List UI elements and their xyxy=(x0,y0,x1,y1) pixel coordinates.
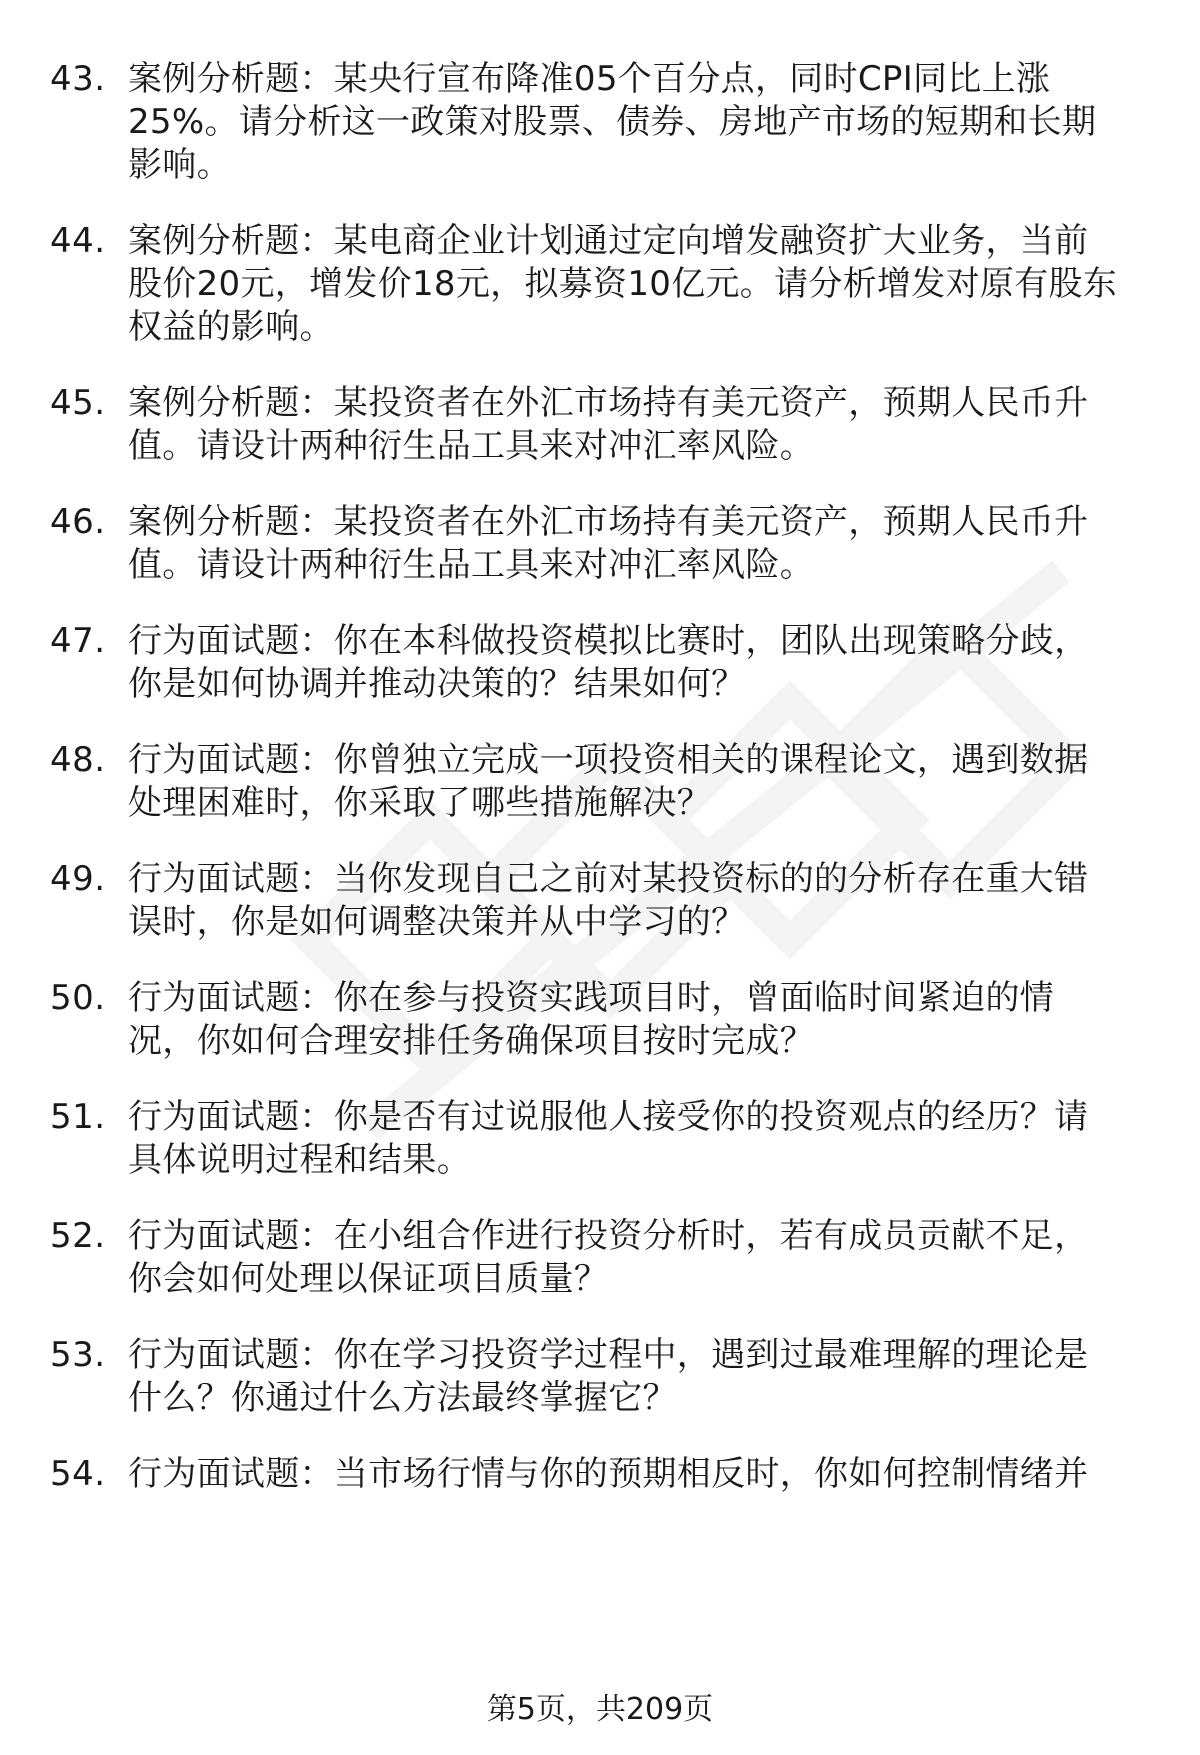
question-text xyxy=(128,620,1168,706)
question-item xyxy=(0,1215,1200,1301)
question-item xyxy=(0,1453,1200,1496)
question-item xyxy=(0,739,1200,825)
question-text xyxy=(128,1453,1168,1496)
question-text-line: 案例分析题：某电商企业计划通过定向增发融资扩大业务，当前 xyxy=(128,221,1089,261)
question-number: 49. xyxy=(50,859,106,899)
question-text-line: 行为面试题：在小组合作进行投资分析时，若有成员贡献不足， xyxy=(128,1216,1089,1256)
question-text-line: 什么？你通过什么方法最终掌握它？ xyxy=(128,1378,677,1418)
question-number: 51. xyxy=(50,1097,106,1137)
question-text-line: 具体说明过程和结果。 xyxy=(128,1140,471,1180)
question-text xyxy=(128,858,1168,944)
question-text-line: 行为面试题：当市场行情与你的预期相反时，你如何控制情绪并 xyxy=(128,1454,1089,1494)
question-item xyxy=(0,858,1200,944)
question-item xyxy=(0,382,1200,468)
question-number: 53. xyxy=(50,1335,106,1375)
question-number: 47. xyxy=(50,621,106,661)
question-text-line: 你会如何处理以保证项目质量？ xyxy=(128,1259,609,1299)
question-text-line: 案例分析题：某投资者在外汇市场持有美元资产，预期人民币升 xyxy=(128,383,1089,423)
question-number: 48. xyxy=(50,740,106,780)
question-text-line: 案例分析题：某央行宣布降准05个百分点，同时CPI同比上涨 xyxy=(128,59,1051,99)
question-text xyxy=(128,501,1168,587)
question-item xyxy=(0,620,1200,706)
question-text-line: 值。请设计两种衍生品工具来对冲汇率风险。 xyxy=(128,426,814,466)
question-text-line: 行为面试题：当你发现自己之前对某投资标的的分析存在重大错 xyxy=(128,859,1089,899)
question-text-line: 行为面试题：你在本科做投资模拟比赛时，团队出现策略分歧， xyxy=(128,621,1089,661)
question-text xyxy=(128,1334,1168,1420)
question-number: 52. xyxy=(50,1216,106,1256)
question-number: 44. xyxy=(50,221,106,261)
question-text-line: 案例分析题：某投资者在外汇市场持有美元资产，预期人民币升 xyxy=(128,502,1089,542)
question-text xyxy=(128,739,1168,825)
question-text-line: 况，你如何合理安排任务确保项目按时完成？ xyxy=(128,1021,814,1061)
question-text-line: 行为面试题：你是否有过说服他人接受你的投资观点的经历？请 xyxy=(128,1097,1089,1137)
question-text-line: 误时，你是如何调整决策并从中学习的？ xyxy=(128,902,746,942)
question-item xyxy=(0,58,1200,187)
question-text xyxy=(128,382,1168,468)
question-item xyxy=(0,1334,1200,1420)
question-text-line: 处理困难时，你采取了哪些措施解决？ xyxy=(128,783,712,823)
question-text-line: 行为面试题：你曾独立完成一项投资相关的课程论文，遇到数据 xyxy=(128,740,1089,780)
question-number: 46. xyxy=(50,502,106,542)
question-text-line: 25%。请分析这一政策对股票、债券、房地产市场的短期和长期 xyxy=(128,102,1097,142)
question-item xyxy=(0,1096,1200,1182)
question-text-line: 股价20元，增发价18元，拟募资10亿元。请分析增发对原有股东 xyxy=(128,264,1118,304)
question-number: 45. xyxy=(50,383,106,423)
question-text-line: 你是如何协调并推动决策的？结果如何？ xyxy=(128,664,746,704)
question-text xyxy=(128,1096,1168,1182)
question-text-line: 行为面试题：你在学习投资学过程中，遇到过最难理解的理论是 xyxy=(128,1335,1089,1375)
question-text-line: 值。请设计两种衍生品工具来对冲汇率风险。 xyxy=(128,545,814,585)
question-number: 50. xyxy=(50,978,106,1018)
question-number: 43. xyxy=(50,59,106,99)
question-item xyxy=(0,501,1200,587)
question-text-line: 影响。 xyxy=(128,145,231,185)
question-text-line: 权益的影响。 xyxy=(128,307,334,347)
question-item xyxy=(0,977,1200,1063)
question-item xyxy=(0,220,1200,349)
question-text-line: 行为面试题：你在参与投资实践项目时，曾面临时间紧迫的情 xyxy=(128,978,1055,1018)
question-text xyxy=(128,977,1168,1063)
question-text xyxy=(128,1215,1168,1301)
question-text xyxy=(128,58,1168,187)
page-footer: 第5页，共209页 xyxy=(486,1692,714,1727)
question-text xyxy=(128,220,1168,349)
question-list xyxy=(0,58,1200,1529)
question-number: 54. xyxy=(50,1454,106,1494)
